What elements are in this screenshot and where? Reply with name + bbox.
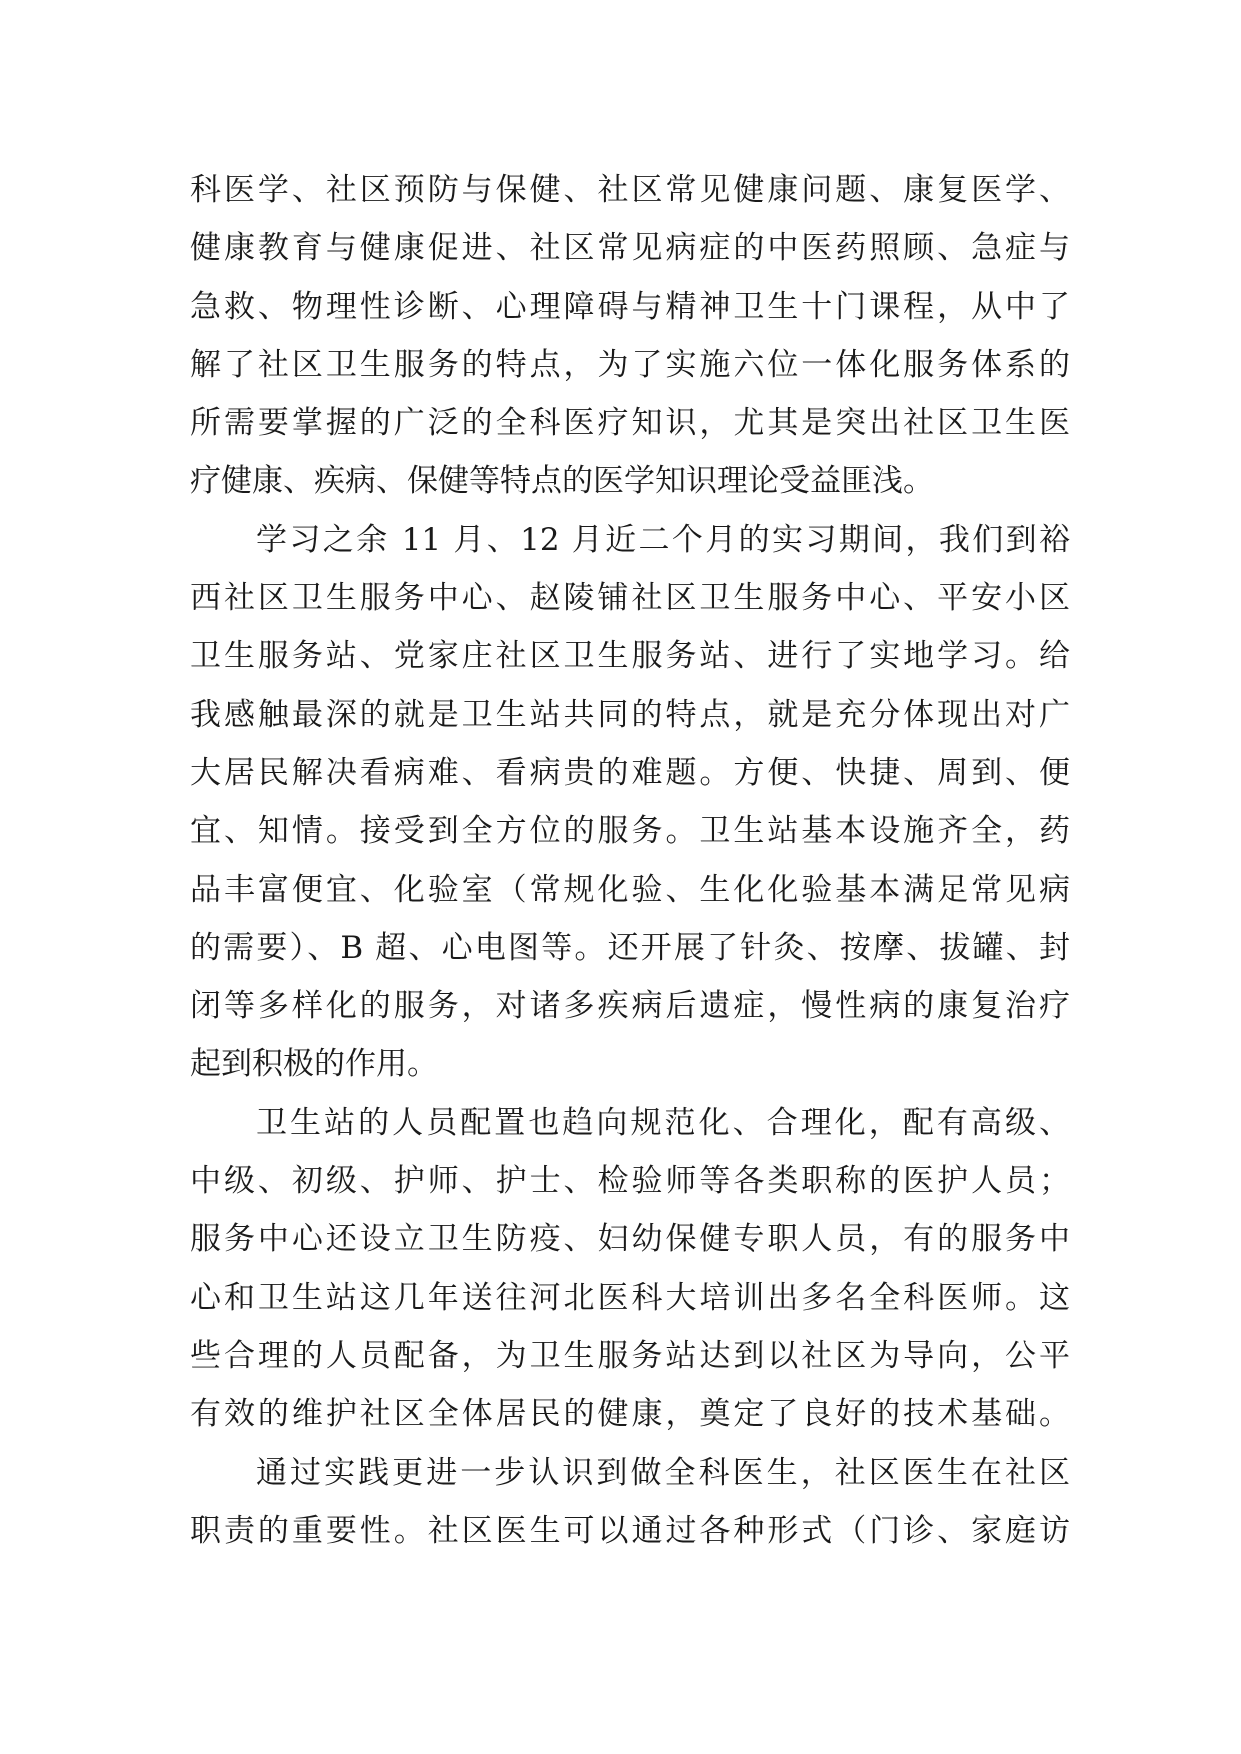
text-line: 疗健康、疾病、保健等特点的医学知识理论受益匪浅。 [190,463,934,500]
text-line: 心和卫生站这几年送往河北医科大培训出多名全科医师。这 [190,1279,1070,1316]
text-line: 我感触最深的就是卫生站共同的特点，就是充分体现出对广 [190,696,1070,733]
text-line: 解了社区卫生服务的特点，为了实施六位一体化服务体系的 [190,346,1070,383]
text-line: 品丰富便宜、化验室（常规化验、生化化验基本满足常见病 [190,871,1070,908]
paragraph-2 [190,511,1070,1094]
text-line: 卫生服务站、党家庄社区卫生服务站、进行了实地学习。给 [190,638,1070,675]
text-line: 有效的维护社区全体居民的健康，奠定了良好的技术基础。 [190,1396,1070,1433]
text-line: 起到积极的作用。 [190,1046,438,1083]
text-line: 的需要）、B 超、心电图等。还开展了针灸、按摩、拔罐、封 [190,929,1070,966]
body-text [190,161,1070,1560]
text-line: 宜、知情。接受到全方位的服务。卫生站基本设施齐全，药 [190,813,1070,850]
text-line: 通过实践更进一步认识到做全科医生，社区医生在社区 [256,1454,1070,1491]
text-line: 急救、物理性诊断、心理障碍与精神卫生十门课程，从中了 [190,288,1070,325]
text-line: 大居民解决看病难、看病贵的难题。方便、快捷、周到、便 [190,754,1070,791]
text-line: 闭等多样化的服务，对诸多疾病后遗症，慢性病的康复治疗 [190,988,1070,1025]
text-line: 科医学、社区预防与保健、社区常见健康问题、康复医学、 [190,172,1070,208]
text-line: 所需要掌握的广泛的全科医疗知识，尤其是突出社区卫生医 [190,405,1070,442]
text-line: 健康教育与健康促进、社区常见病症的中医药照顾、急症与 [190,230,1070,267]
text-line: 些合理的人员配备，为卫生服务站达到以社区为导向，公平 [190,1337,1070,1374]
text-line: 卫生站的人员配置也趋向规范化、合理化，配有高级、 [256,1104,1070,1141]
text-line: 服务中心还设立卫生防疫、妇幼保健专职人员，有的服务中 [190,1221,1070,1258]
text-line: 职责的重要性。社区医生可以通过各种形式（门诊、家庭访 [190,1512,1070,1549]
text-line: 西社区卫生服务中心、赵陵铺社区卫生服务中心、平安小区 [190,580,1070,617]
text-line: 中级、初级、护师、护士、检验师等各类职称的医护人员； [190,1163,1070,1200]
text-line: 学习之余 11 月、12 月近二个月的实习期间，我们到裕 [256,521,1070,558]
paragraph-4 [190,1444,1070,1561]
paragraph-3 [190,1094,1070,1444]
paragraph-1 [190,161,1070,511]
